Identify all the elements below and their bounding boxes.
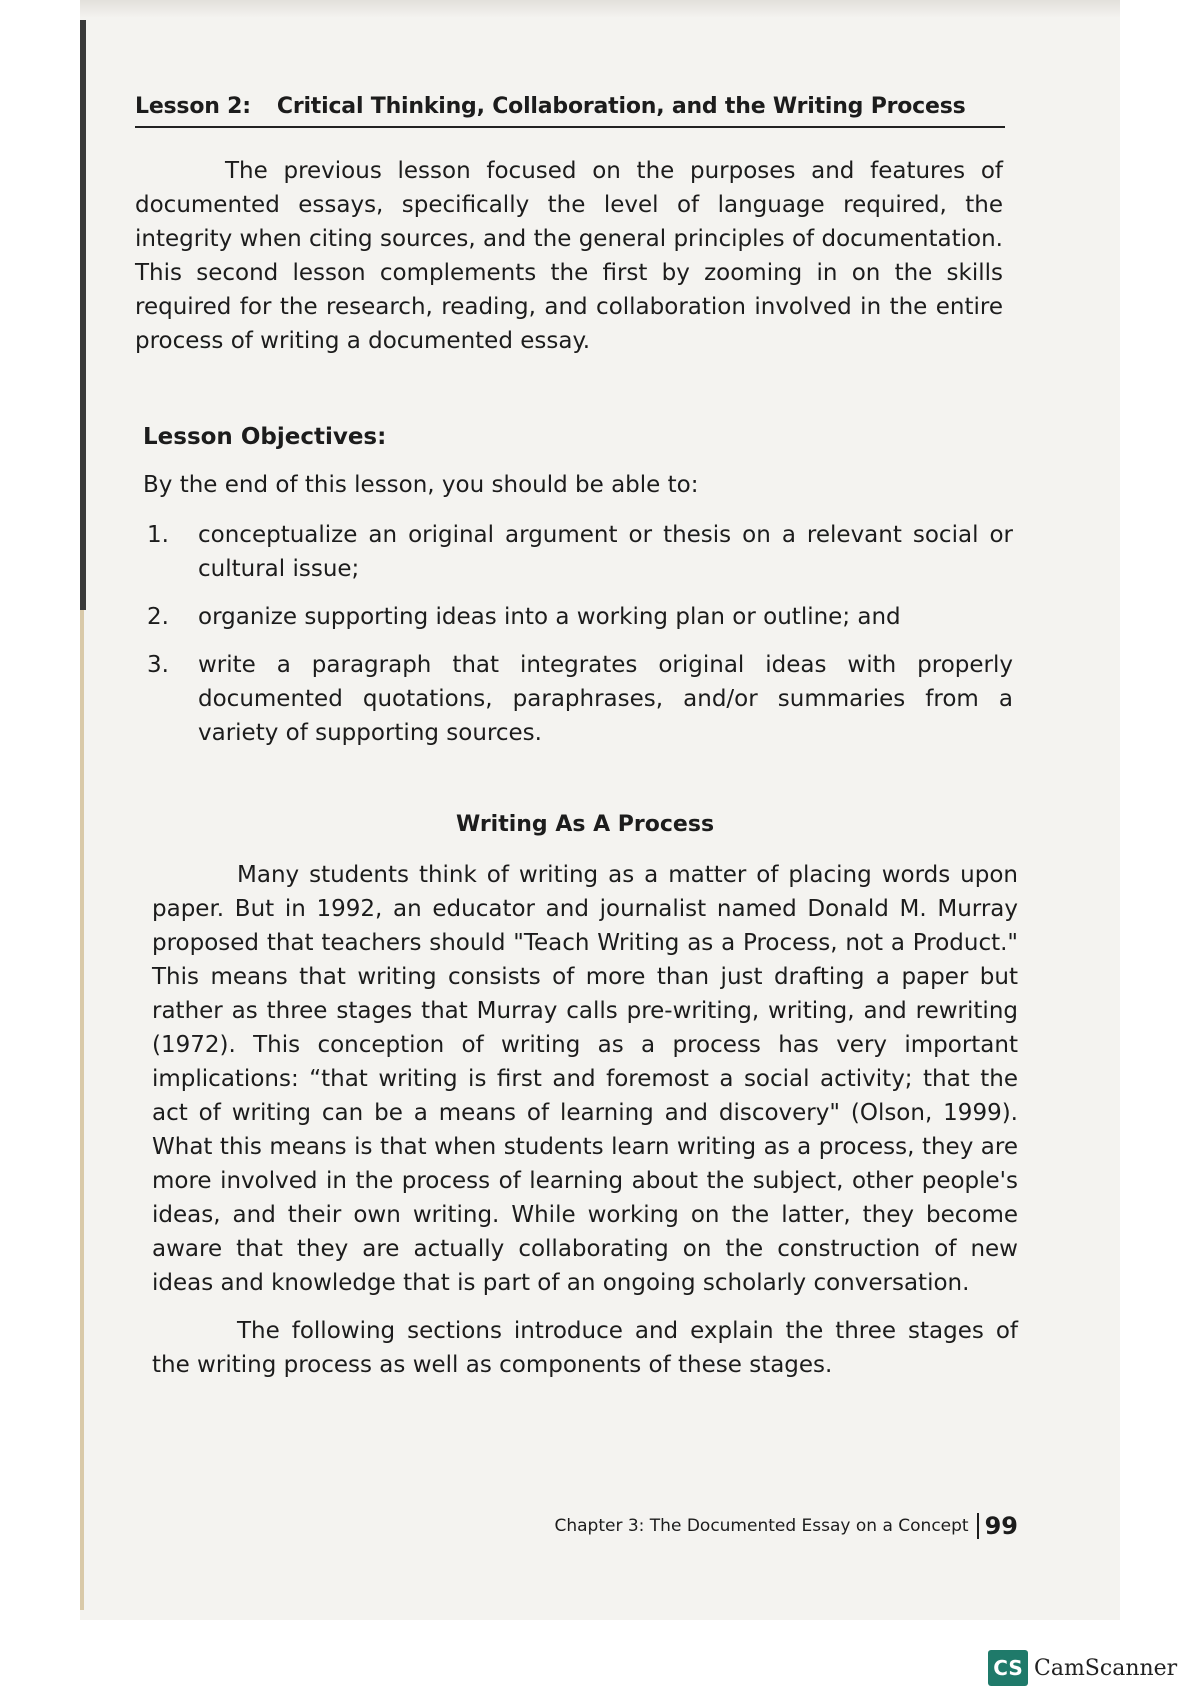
body-paragraph: Many students think of writing as a matter of placing words upon paper. But in 1992, an educator and journalist named Donald M. Murray proposed that teachers should "Teach Writing as a Process, not a Product." This means that writing consists of more than just drafting a paper but rather as three stages that Murray calls pre-writing, writing, and rewriting (1972). This conception of writing as a process has very important implications: “that writing is first and foremost a social activity; that the act of writing can be a means of learning and discovery" (Olson, 1999). What this means is that when students learn writing as a process, they are more involved in the process of learning about the subject, other people's ideas, and their own writing. While working on the latter, they become aware that they are actually collaborating on the construction of new ideas and knowledge that is part of an ongoing scholarly conversation.: [152, 862, 1018, 1296]
body-paragraph: The following sections introduce and explain the three stages of the writing process as well as components of these stages.: [152, 1318, 1018, 1378]
camscanner-logo-icon: CS: [988, 1650, 1028, 1686]
lesson-label: Lesson 2:: [135, 94, 251, 119]
scan-top-edge: [80, 0, 1120, 18]
page-footer: [540, 1512, 1018, 1540]
camscanner-watermark: [988, 1650, 1177, 1686]
section-title: Writing As A Process: [455, 812, 715, 837]
page-number: 99: [984, 1512, 1018, 1540]
binding-shadow: [80, 20, 86, 610]
objective-text: organize supporting ideas into a working plan or outline; and: [198, 604, 901, 630]
chapter-label: Chapter 3: The Documented Essay on a Concept: [554, 1516, 969, 1536]
objectives-list: [143, 518, 1013, 764]
objective-number: 3.: [147, 652, 169, 678]
objectives-heading: Lesson Objectives:: [143, 424, 387, 450]
objective-text: conceptualize an original argument or thesis on a relevant social or cultural issue;: [198, 522, 1013, 582]
page-edge: [80, 610, 84, 1610]
objective-text: write a paragraph that integrates original ideas with properly documented quotations, paraphrases, and/or summaries from a variety of supporting sources.: [198, 652, 1013, 746]
intro-paragraph: The previous lesson focused on the purposes and features of documented essays, specifically the level of language required, the integrity when citing sources, and the general principles of documentation. This second lesson complements the first by zooming in on the skills required for the research, reading, and collaboration involved in the entire process of writing a documented essay.: [135, 158, 1003, 354]
objective-number: 1.: [147, 522, 169, 548]
objective-number: 2.: [147, 604, 169, 630]
footer-divider: [977, 1513, 979, 1539]
lesson-title: Critical Thinking, Collaboration, and the Writing Process: [276, 94, 966, 119]
objective-item: [143, 518, 1013, 586]
objectives-intro: By the end of this lesson, you should be able to:: [143, 472, 699, 498]
header-rule: [135, 126, 1005, 128]
lesson-header: [135, 94, 1005, 119]
camscanner-name: CamScanner: [1034, 1655, 1178, 1681]
objective-item: [143, 648, 1013, 750]
objective-item: [143, 600, 1013, 634]
